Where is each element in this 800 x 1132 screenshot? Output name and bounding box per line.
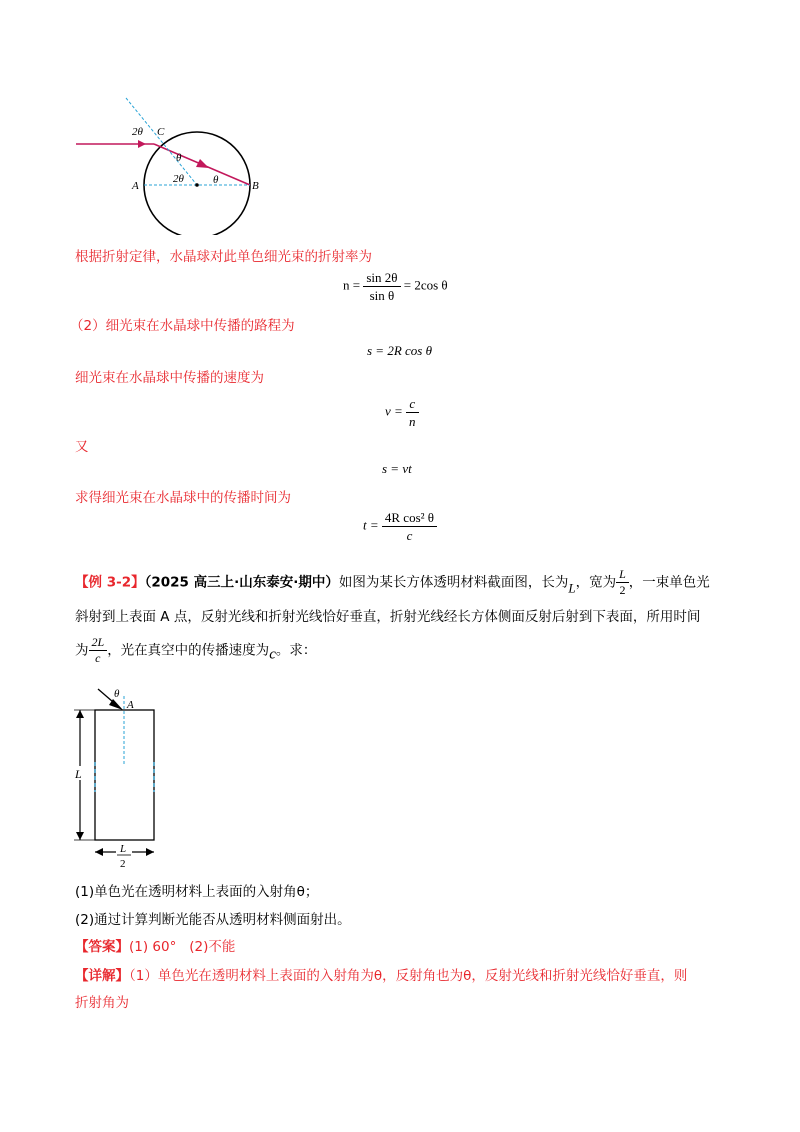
text-line-1: 根据折射定律，水晶球对此单色细光束的折射率为 [75, 249, 372, 265]
text-line-2: （2）细光束在水晶球中传播的路程为 [70, 318, 295, 334]
label-theta-rect: θ [114, 688, 120, 700]
label-a: A [132, 180, 139, 192]
label-half-den: 2 [120, 858, 126, 870]
question-1: (1)单色光在透明材料上表面的入射角θ； [75, 884, 319, 900]
label-a-rect: A [127, 699, 134, 711]
detail-line-2: 折射角为 [75, 995, 129, 1011]
label-b: B [252, 180, 259, 192]
label-length: L [75, 767, 82, 781]
length-arrow-bottom [76, 832, 84, 840]
rectangle-figure [68, 682, 168, 874]
question-2: (2)通过计算判断光能否从透明材料侧面射出。 [75, 912, 351, 928]
example-line-1: 【例 3-2】（2025 高三上·山东泰安·期中）如图为某长方体透明材料截面图，长为L，宽为 $\frac{L}{2}$ ，一束单色光 [75, 567, 710, 597]
label-c: C [157, 126, 165, 138]
example-source: （2025 高三上·山东泰安·期中） [144, 574, 339, 591]
equation-distance: s = vt [382, 461, 412, 476]
detail-line-1: 【详解】（1）单色光在透明材料上表面的入射角为θ，反射角也为θ，反射光线和折射光线恰好垂直，则 [75, 968, 688, 984]
example-line-3: 为 $\frac{2L}{c}$ ，光在真空中的传播速度为c。求： [75, 635, 317, 665]
label-theta-inner: θ [176, 152, 182, 164]
length-arrow-top [76, 710, 84, 718]
material-rectangle [95, 710, 154, 840]
center-dot [195, 183, 199, 187]
incident-ray-arrow [138, 140, 146, 148]
text-line-4: 又 [75, 439, 89, 455]
label-two-theta-mid: 2θ [173, 173, 184, 185]
equation-path: s = 2R cos θ [367, 343, 432, 358]
label-two-theta-top: 2θ [132, 126, 143, 138]
normal-dashed-line [126, 98, 197, 185]
equation-refractive-index: n = $\frac{\sin 2\theta}{\text{sin θ}}$ = 2cos θ [343, 270, 448, 303]
answer-tag: 【答案】 [75, 939, 129, 955]
example-line-2: 斜射到上表面 A 点，反射光线和折射光线恰好垂直，折射光线经长方体侧面反射后射到下表面，所用时间 [75, 609, 701, 625]
label-theta-right: θ [213, 174, 219, 186]
circle-refraction-figure [70, 95, 280, 235]
equation-speed: v = $\frac{c}{n}$ [385, 396, 419, 429]
equation-time: t = $\frac{\text{4R cos² θ}}{c}$ [363, 510, 437, 543]
label-half-num: L [120, 843, 127, 855]
text-line-5: 求得细光束在水晶球中的传播时间为 [75, 490, 291, 506]
example-tag: 【例 3-2】 [75, 574, 145, 591]
answer-line: 【答案】(1) 60° (2)不能 [75, 939, 236, 955]
width-arrow-right [146, 848, 154, 856]
width-arrow-left [95, 848, 103, 856]
text-line-3: 细光束在水晶球中传播的速度为 [75, 370, 264, 386]
refracted-ray-arrow [196, 159, 209, 168]
detail-tag: 【详解】 [75, 968, 129, 984]
